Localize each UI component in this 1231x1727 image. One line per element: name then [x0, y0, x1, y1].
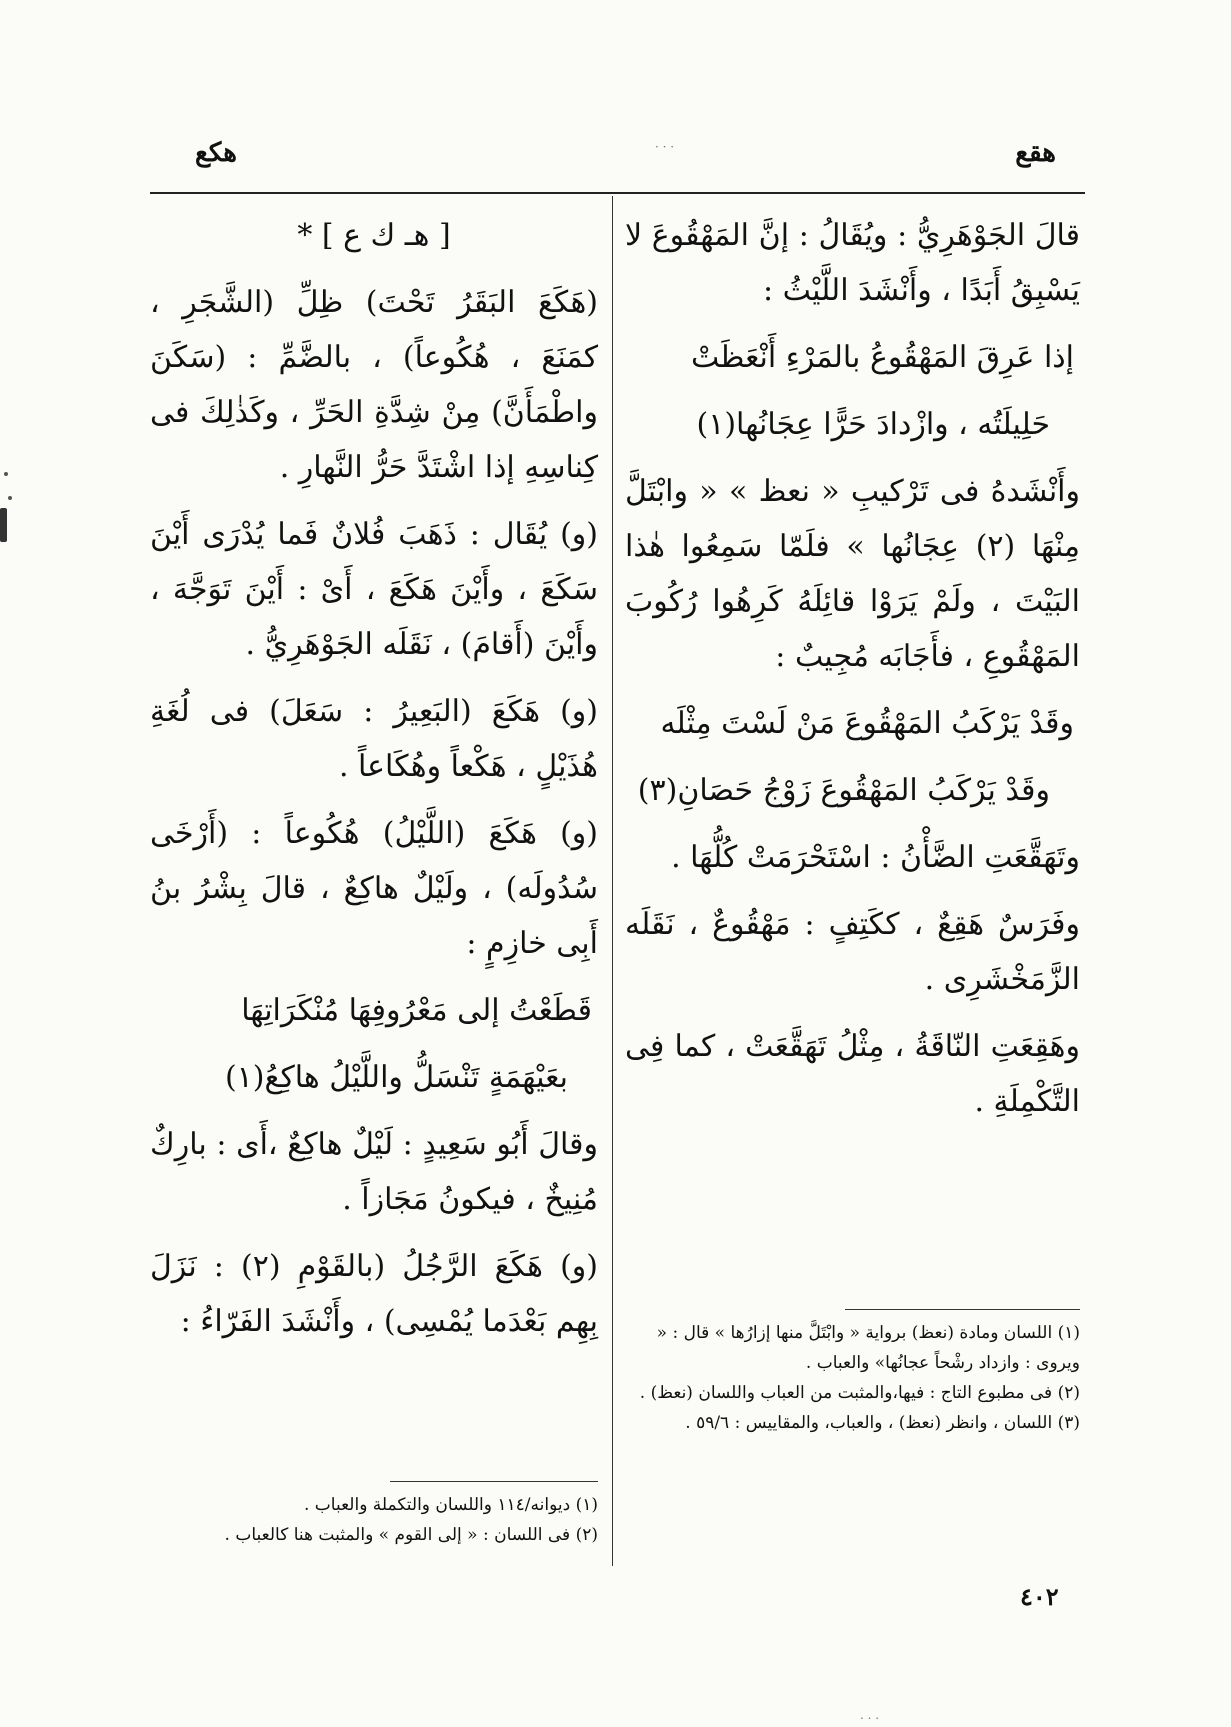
verse-line: حَلِيلَتُه ، وازْدادَ حَرًّا عِجَانُها(١) [696, 407, 1050, 442]
entry-paragraph: (و) هَكَعَ الرَّجُلُ (بالقَوْمِ (٢) : نَزَلَ بِهِم بَعْدَما يُمْسِى) ، وأَنْشَدَ الفَرّاءُ : [150, 1249, 598, 1339]
entry-paragraph: وتَهَقَّعَتِ الضَّأْنُ : اسْتَحْرَمَتْ كُلُّهَا . [671, 840, 1080, 875]
footnote: (٢) فى اللسان : « إلى القوم » والمثبت هنا كالعباب . [224, 1525, 598, 1545]
entry-paragraph: (هَكَعَ البَقَرُ تَحْتَ) ظِلِّ (الشَّجَرِ ، كمَنَعَ ، هُكُوعاً) ، بالضَّمِّ : (سَكَنَ واطْمَأَنَّ) مِنْ شِدَّةِ الحَرِّ ، وكَذٰلِكَ فى كِناسِهِ إذا اشْتَدَّ حَرُّ النَّهارِ . [150, 285, 598, 485]
left-column [150, 208, 598, 1361]
entry-paragraph: وقالَ أَبُو سَعِيدٍ : لَيْلٌ هاكِعٌ ،أَى : بارِكٌ مُنِيخٌ ، فيكونُ مَجَازاً . [150, 1127, 598, 1217]
right-column [625, 208, 1080, 1141]
entry-paragraph: وفَرَسٌ هَقِعٌ ، ككَتِفٍ : مَهْقُوعٌ ، نَقَلَه الزَّمَخْشَرِى . [625, 907, 1080, 997]
header-rule [150, 192, 1085, 194]
footnotes-right [625, 1318, 1080, 1438]
scan-marks: . . . [860, 1708, 880, 1722]
footnote-rule-left [390, 1481, 598, 1482]
running-header-left: هكع [195, 138, 237, 168]
verse-line: قَطَعْتُ إلى مَعْرُوفِهَا مُنْكَرَاتِهَا [241, 993, 592, 1028]
entry-paragraph: (و) يُقَال : ذَهَبَ فُلانٌ فَما يُدْرَى أَيْنَ سَكَعَ ، وأَيْنَ هَكَعَ ، أَىْ : أَيْنَ تَوَجَّهَ ، وأَيْنَ (أَقامَ) ، نَقَلَه الجَوْهَرِيُّ . [150, 517, 598, 662]
margin-dot [4, 472, 8, 476]
column-divider [612, 196, 613, 1566]
margin-dot [8, 496, 12, 500]
footnote: (٣) اللسان ، وانظر (نعظ) ، والعباب، والمقاييس : ٥٩/٦ . [685, 1413, 1080, 1433]
footnote: (١) اللسان ومادة (نعظ) برواية « وابْتَلَّ منها إزارُها » قال : « ويروى : وازداد رشْحاً عجانُها» والعباب . [656, 1323, 1080, 1373]
verse-line: إذا عَرِقَ المَهْقُوعُ بالمَرْءِ أَنْعَظَتْ [691, 340, 1074, 375]
entry-paragraph: (و) هَكَعَ (اللَّيْلُ) هُكُوعاً : (أَرْخَى سُدُولَه) ، ولَيْلٌ هاكِعٌ ، قالَ بِشْرُ بنُ أَبِى خازِمٍ : [150, 816, 598, 961]
entry-paragraph: (و) هَكَعَ (البَعِيرُ : سَعَلَ) فى لُغَةِ هُذَيْلٍ ، هَكْعاً وهُكَاعاً . [150, 694, 598, 784]
verse-line: وقَدْ يَرْكَبُ المَهْقُوعَ مَنْ لَسْتَ مِثْلَه [660, 706, 1074, 741]
running-header-right: هقع [1015, 138, 1056, 168]
entry-paragraph: وأَنْشَدهُ فى تَرْكيبِ « نعظ » « وابْتَلَّ مِنْهَا (٢) عِجَانُها » فلَمّا سَمِعُوا هٰذا البَيْتَ ، ولَمْ يَرَوْا قائِلَهُ كَرِهُوا رُكُوبَ المَهْقُوعِ ، فأَجَابَه مُجِيبٌ : [625, 474, 1080, 674]
binding-mark [0, 508, 7, 542]
verse-line: بعَيْهَمَةٍ تَنْسَلُّ واللَّيْلُ هاكِعُ(١) [224, 1060, 568, 1095]
scan-dots: · · · [655, 140, 675, 154]
entry-paragraph: وهَقِعَتِ النّاقَةُ ، مِثْلُ تَهَقَّعَتْ ، كما فِى التَّكْمِلَةِ . [625, 1029, 1080, 1119]
verse-line: وقَدْ يَرْكَبُ المَهْقُوعَ زَوْجُ حَصَانِ(٣) [637, 773, 1050, 808]
footnote-rule-right [845, 1309, 1080, 1310]
footnotes-left [150, 1490, 598, 1550]
entry-heading: [ هـ ك ع ] * [297, 218, 451, 253]
footnote: (١) ديوانه/١١٤ واللسان والتكملة والعباب . [303, 1495, 598, 1515]
footnote: (٢) فى مطبوع التاج : فيها،والمثبت من العباب واللسان (نعظ) . [639, 1383, 1080, 1403]
entry-paragraph: قالَ الجَوْهَرِيُّ : ويُقَالُ : إنَّ المَهْقُوعَ لا يَسْبِقُ أَبَدًا ، وأَنْشَدَ اللَّيْثُ : [625, 218, 1080, 308]
page-number: ٤٠٢ [1020, 1582, 1059, 1611]
